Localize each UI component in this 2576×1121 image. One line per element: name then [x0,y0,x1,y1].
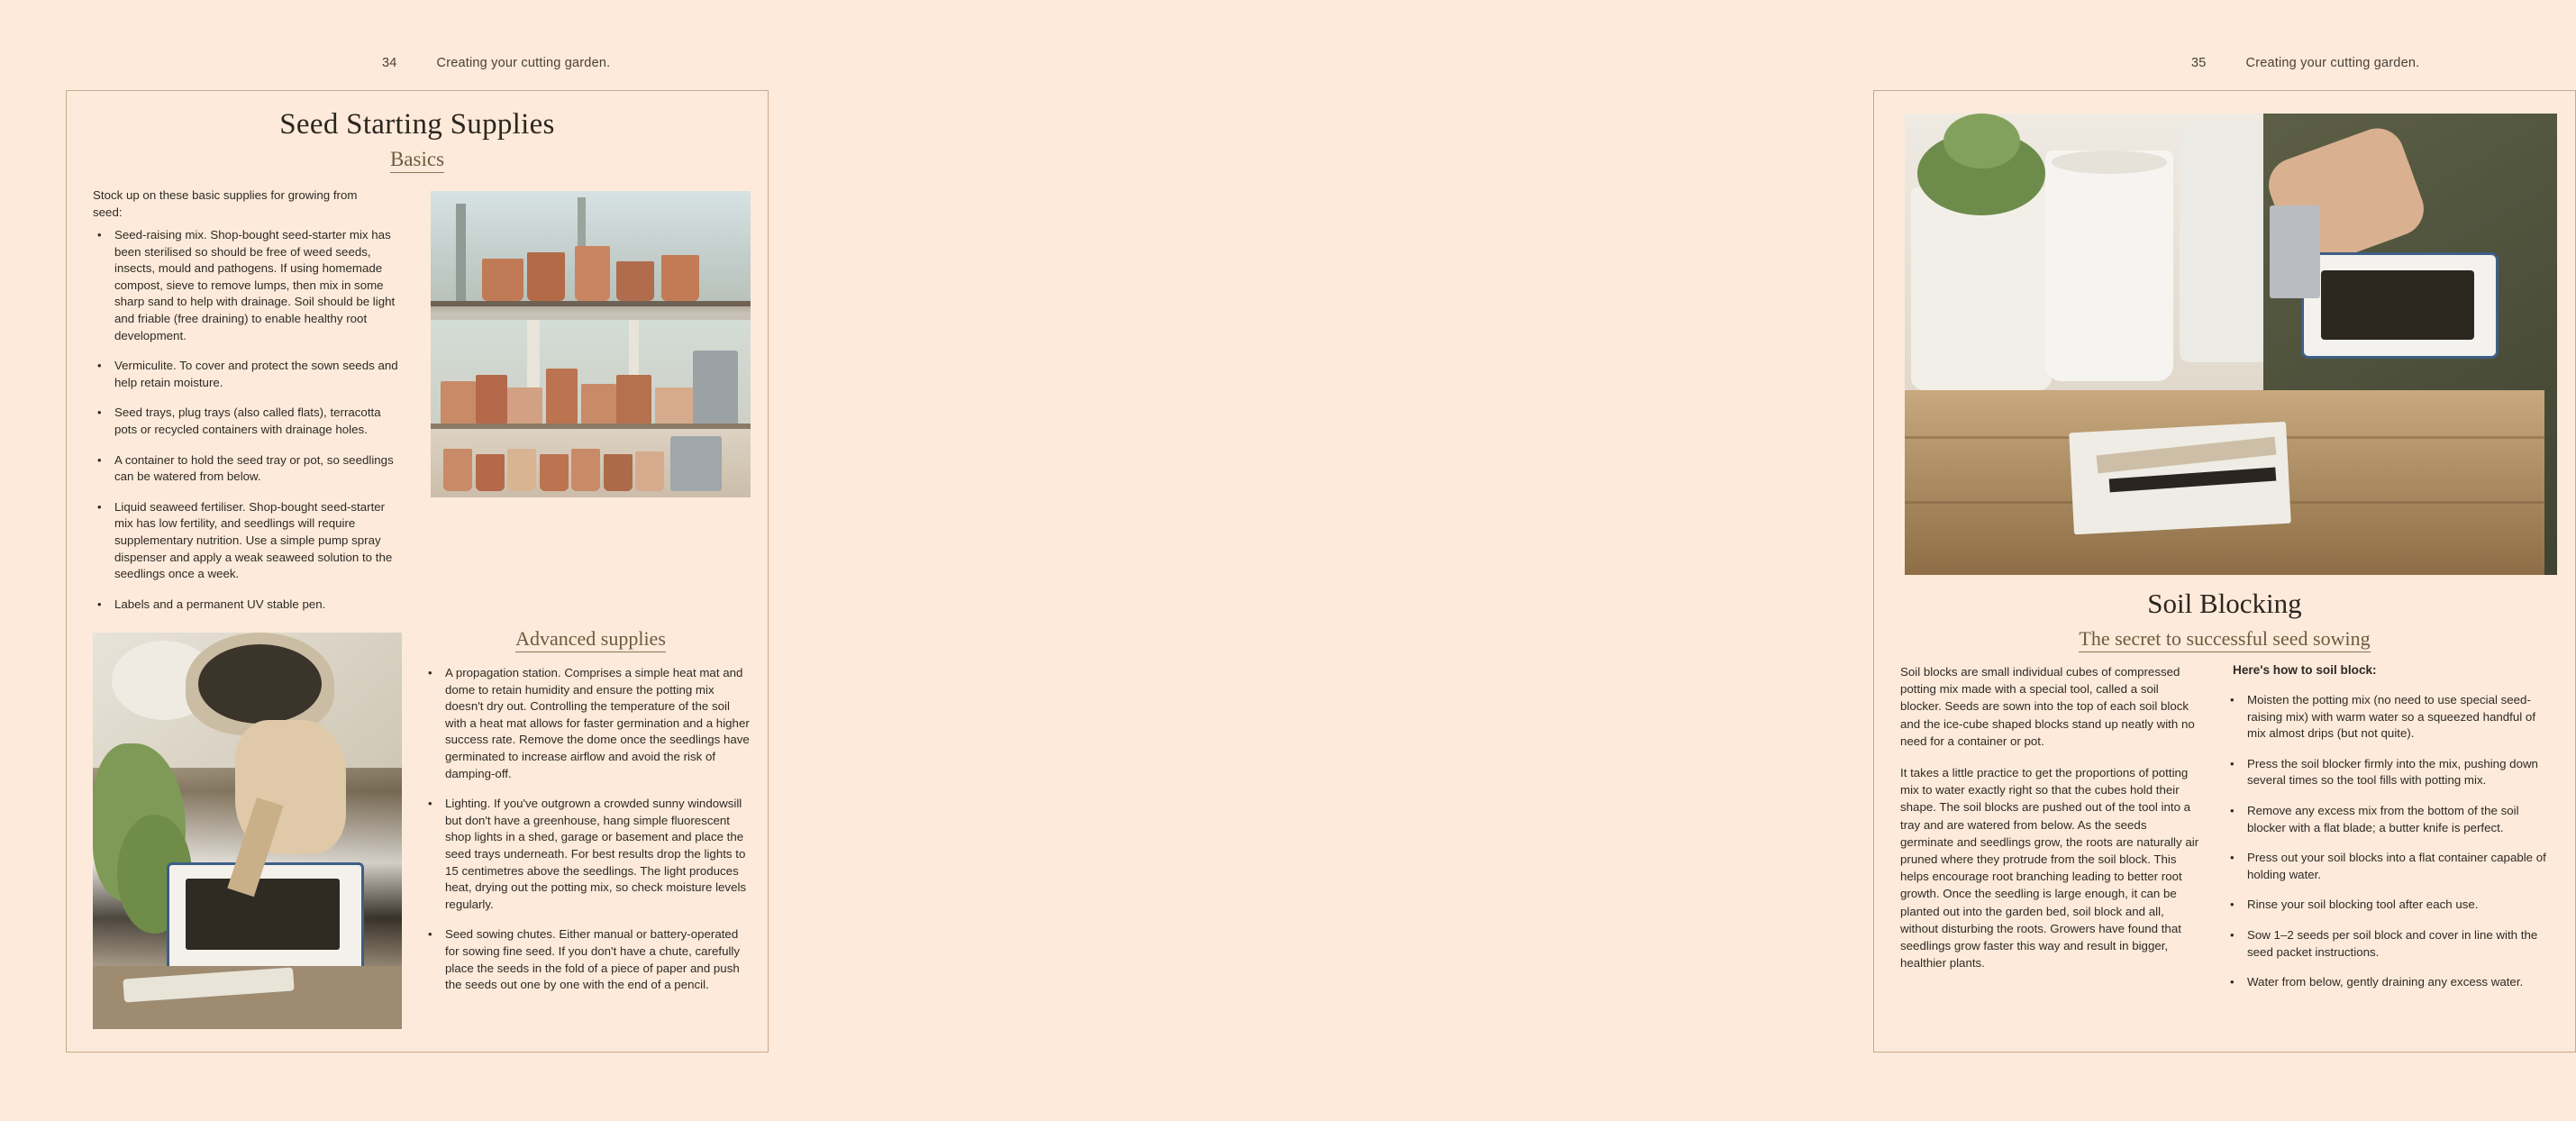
list-item: • Press out your soil blocks into a flat container capable of holding water. [2226,850,2550,883]
list-item: • Vermiculite. To cover and protect the sown seeds and help retain moisture. [93,358,404,391]
right-page-title: Soil Blocking [2147,588,2302,619]
left-page-title: Seed Starting Supplies [279,108,555,141]
photo-terracotta-pots [431,191,751,497]
running-head-right [2191,56,2419,70]
list-item: • Press the soil blocker firmly into the mix, pushing down several times so the tool fills with potting mix. [2226,756,2550,789]
photo-soil-block-hands [93,633,402,1029]
list-item: • Labels and a permanent UV stable pen. [93,597,404,614]
left-intro-text: Stock up on these basic supplies for growing from seed: [93,188,358,219]
advanced-supplies-heading: Advanced supplies [431,627,751,651]
howto-bullet-list [2226,692,2550,1005]
list-item: • Remove any excess mix from the bottom of the soil blocker with a flat blade; a butter knife is perfect. [2226,803,2550,836]
running-head-text-right: Creating your cutting garden. [2245,56,2420,70]
list-item: • Moisten the potting mix (no need to use special seed-raising mix) with warm water so a squeezed handful of mix almost drips (but not quite). [2226,692,2550,743]
list-item: • Lighting. If you've outgrown a crowded sunny windowsill but don't have a greenhouse, hang simple fluorescent shop lights in a shed, garage or basement and place the seed trays underneath. For best results drop the lights to 15 centimetres above the seedlings. The light produces heat, drying out the potting mix, so check moisture levels regularly. [423,796,751,913]
list-item: • Seed trays, plug trays (also called flats), terracotta pots or recycled containers with drainage holes. [93,405,404,438]
basics-bullet-list [93,227,404,626]
paragraph: Soil blocks are small individual cubes of compressed potting mix made with a special tool, called a soil blocker. Seeds are sown into the top of each soil block and the ice-cube shaped blocks stand up neatly with no need for a container or pot. [1900,665,2195,748]
list-item: • Seed sowing chutes. Either manual or battery-operated for sowing fine seed. If you don't have a chute, carefully place the seeds in the fold of a piece of paper and push the seeds out one by one with the end of a pencil. [423,926,751,993]
list-item: • Sow 1–2 seeds per soil block and cover in line with the seed packet instructions. [2226,927,2550,961]
list-item: • Liquid seaweed fertiliser. Shop-bought seed-starter mix has low fertility, and seedlings will require supplementary nutrition. Use a simple pump spray dispenser and apply a weak seaweed solution to the seedlings once a week. [93,499,404,583]
list-item: • A container to hold the seed tray or pot, so seedlings can be watered from below. [93,452,404,486]
soil-blocking-body [1900,663,2202,986]
paragraph: It takes a little practice to get the proportions of potting mix to water exactly right so that the cubes hold their shape. The soil blocks are pushed out of the tool into a tray and are watered from below. As the seeds germinate and seedlings grow, the roots are naturally air pruned where they protrude from the soil block. This helps encourage root branching leading to better root growth. Once the seedling is large enough, it can be planted out into the garden bed, soil block and all, without disturbing the roots. Growers have found that seedlings grow faster this way and result in bigger, healthier plants. [1900,766,2199,971]
running-head-left [382,56,610,70]
photo-soil-blocking [1905,114,2544,575]
running-head-text-left: Creating your cutting garden. [436,56,611,70]
howto-heading: Here's how to soil block: [2233,663,2377,677]
list-item: • Water from below, gently draining any excess water. [2226,974,2550,991]
advanced-bullet-list [423,665,751,1007]
left-page [0,0,877,1121]
right-page [877,0,2546,1121]
right-page-subtitle: The secret to successful seed sowing [1873,627,2576,651]
list-item: • A propagation station. Comprises a simple heat mat and dome to retain humidity and ensure the potting mix doesn't dry out. Controlling the temperature of the soil with a heat mat allows for faster germination and a higher success rate. Remove the dome once the seedlings have germinated to increase airflow and avoid the risk of damping-off. [423,665,751,782]
list-item: • Rinse your soil blocking tool after each use. [2226,897,2550,914]
list-item: • Seed-raising mix. Shop-bought seed-starter mix has been sterilised so should be free of weed seeds, insects, mould and pathogens. If using homemade compost, sieve to remove lumps, then mix in some sharp sand to help with drainage. Soil should be light and friable (free draining) to enable healthy root development. [93,227,404,344]
page-number-left: 34 [382,56,397,70]
left-page-subtitle: Basics [66,148,769,171]
page-number-right: 35 [2191,56,2207,70]
